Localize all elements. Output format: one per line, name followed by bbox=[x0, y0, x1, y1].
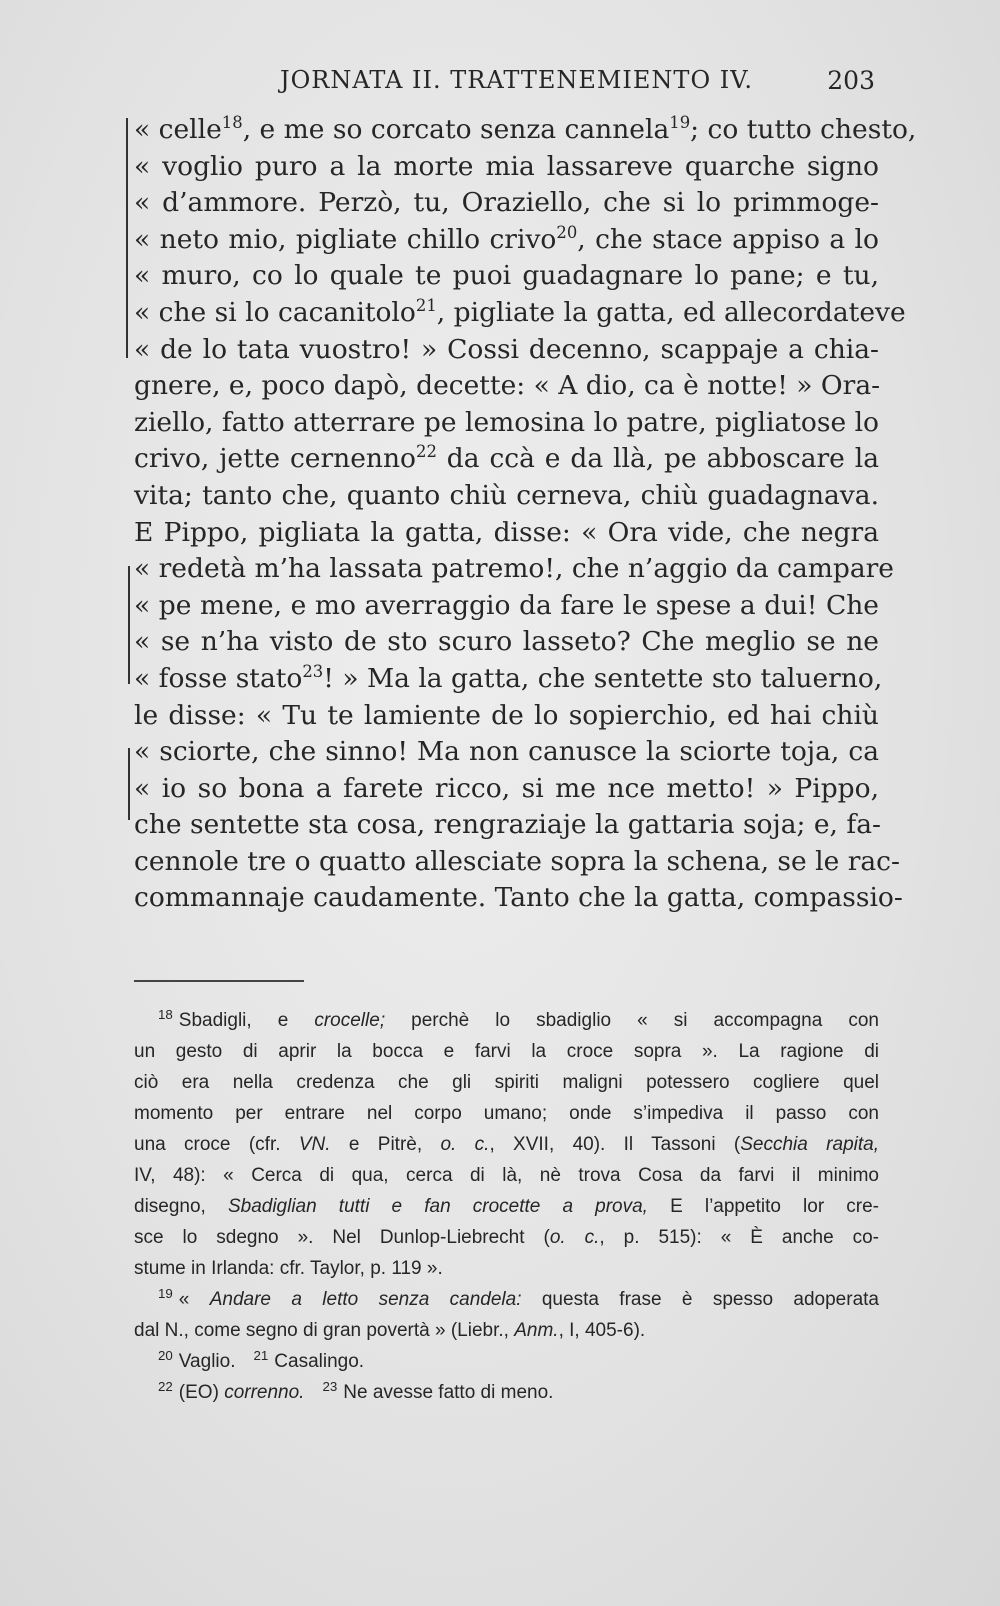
footnotes bbox=[134, 1005, 879, 1408]
footnote-line: dal N., come segno di gran povertà » (Liebr., Anm., I, 405-6). bbox=[134, 1320, 646, 1341]
footnote-19: $^{19}$ « Andare a letto senza candela: questa frase è spesso adoperata bbox=[158, 1285, 879, 1310]
text-line: « celle$^{18}$, e me so corcato senza cannela$^{19}$; co tutto chesto, bbox=[134, 113, 917, 145]
text-line: « neto mio, pigliate chillo crivo$^{20}$, che stace appiso a lo bbox=[134, 222, 879, 255]
footnote-22-23: $^{22}$ (EO) correnno. $^{23}$ Ne avesse fatto di meno. bbox=[158, 1378, 554, 1403]
text-line: « che si lo cacanitolo$^{21}$, pigliate la gatta, ed allecordateve bbox=[134, 296, 906, 328]
footnote-line: una croce (cfr. VN. e Pitrè, o. c., XVII, 40). Il Tassoni (Secchia rapita, bbox=[134, 1134, 879, 1155]
footnote-ref: 21 bbox=[415, 296, 437, 316]
footnote-line: momento per entrare nel corpo umano; onde s’impediva il passo con bbox=[134, 1103, 879, 1124]
text-line: che sentette sta cosa, rengraziaje la gattaria soja; e, fa- bbox=[134, 809, 881, 841]
margin-bracket-top bbox=[126, 118, 128, 358]
footnote-20-21: $^{20}$ Vaglio. $^{21}$ Casalingo. bbox=[158, 1347, 365, 1372]
text-line: commannaje caudamente. Tanto che la gatta, compassio- bbox=[134, 882, 903, 914]
text-line: « pe mene, e mo averraggio da fare le spese a dui! Che bbox=[134, 589, 879, 621]
text-line: « de lo tata vuostro! » Cossi decenno, scappaje a chia- bbox=[134, 333, 879, 365]
footnote-ref: 20 bbox=[556, 222, 578, 242]
text-line: ziello, fatto atterrare pe lemosina lo patre, pigliatose lo bbox=[134, 406, 879, 438]
footnote-ref: 23 bbox=[302, 662, 324, 682]
text-line: le disse: « Tu te lamiente de lo sopierchio, ed hai chiù bbox=[134, 699, 879, 731]
text-line: « io so bona a farete ricco, si me nce metto! » Pippo, bbox=[134, 772, 879, 804]
text-line: « d’ammore. Perzò, tu, Oraziello, che si lo primmoge- bbox=[134, 187, 879, 219]
text-line: « fosse stato$^{23}$! » Ma la gatta, che sentette sto taluerno, bbox=[134, 662, 883, 694]
footnote-18: $^{18}$ Sbadigli, e crocelle; perchè lo sbadiglio « si accompagna con bbox=[158, 1006, 879, 1031]
footnote-line: un gesto di aprir la bocca e farvi la croce sopra ». La ragione di bbox=[134, 1041, 879, 1062]
text-line: gnere, e, poco dapò, decette: « A dio, ca è notte! » Ora- bbox=[134, 370, 881, 402]
text-line: « se n’ha visto de sto scuro lasseto? Che meglio se ne bbox=[134, 626, 879, 658]
footnote-ref: 22 bbox=[416, 442, 437, 462]
text-line: cennole tre o quatto allesciate sopra la schena, se le rac- bbox=[134, 845, 900, 877]
text-line: « redetà m’ha lassata patremo!, che n’aggio da campare bbox=[134, 553, 894, 585]
footnote-line: stume in Irlanda: cfr. Taylor, p. 119 ». bbox=[134, 1258, 443, 1279]
footnote-line: disegno, Sbadiglian tutti e fan crocette a prova, E l’appetito lor cre- bbox=[134, 1196, 879, 1217]
margin-bracket-middle bbox=[128, 566, 130, 684]
footnote-separator bbox=[134, 980, 304, 982]
text-line: « voglio puro a la morte mia lassareve quarche signo bbox=[134, 150, 879, 182]
page-number: 203 bbox=[827, 66, 875, 95]
body-text bbox=[134, 112, 917, 917]
margin-bracket-bottom bbox=[128, 748, 130, 820]
page-header bbox=[130, 62, 875, 102]
text-line: E Pippo, pigliata la gatta, disse: « Ora vide, che negra bbox=[134, 516, 879, 548]
footnote-line: sce lo sdegno ». Nel Dunlop-Liebrecht (o. c., p. 515): « È anche co- bbox=[134, 1227, 880, 1248]
footnote-line: ciò era nella credenza che gli spiriti maligni potessero cogliere quel bbox=[134, 1072, 879, 1093]
text-line: crivo, jette cernenno$^{22}$ da ccà e da llà, pe abboscare la bbox=[134, 442, 880, 475]
footnote-line: IV, 48): « Cerca di qua, cerca di là, nè trova Cosa da farvi il minimo bbox=[134, 1165, 879, 1186]
footnote-ref: 18 bbox=[221, 113, 243, 133]
running-title: JORNATA II. TRATTENEMIENTO IV. bbox=[280, 66, 753, 94]
footnote-ref: 19 bbox=[669, 113, 691, 133]
text-line: vita; tanto che, quanto chiù cerneva, chiù guadagnava. bbox=[134, 479, 879, 511]
text-line: « sciorte, che sinno! Ma non canusce la sciorte toja, ca bbox=[134, 736, 879, 768]
text-line: « muro, co lo quale te puoi guadagnare lo pane; e tu, bbox=[134, 260, 879, 292]
